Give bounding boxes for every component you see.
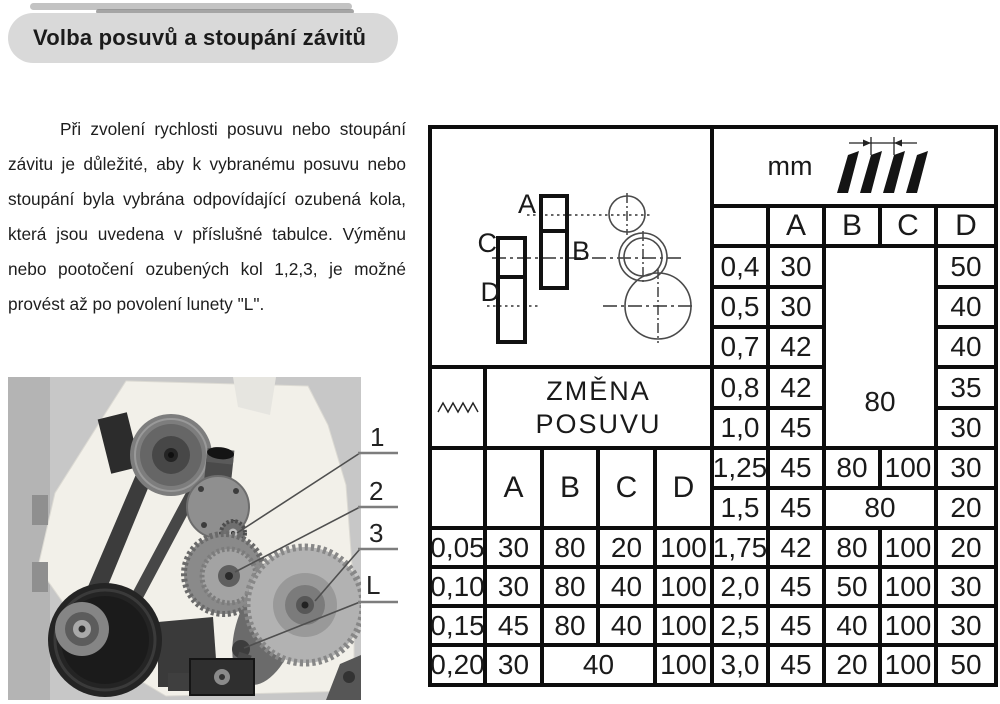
table-cell: 0,15: [432, 608, 483, 643]
callout-L: L: [366, 570, 381, 600]
table-cell-merged: 80: [826, 248, 934, 446]
table-cell: 30: [487, 530, 540, 565]
lever-slot-a: [541, 196, 567, 231]
table-cell: 0,05: [432, 530, 483, 565]
diagram-label-b: B: [572, 236, 591, 266]
table-cell: 80: [826, 530, 878, 565]
table-cell: 45: [770, 647, 822, 683]
table-cell: 20: [938, 490, 994, 526]
hinge: [32, 562, 48, 592]
table-cell: 0,8: [714, 369, 766, 406]
thread-pitch-header-cell: [714, 129, 994, 204]
right-header-blank: [714, 208, 766, 244]
table-cell: 30: [938, 569, 994, 604]
lever-slot-d: [498, 277, 525, 342]
left-header-a: A: [487, 450, 540, 526]
hinge: [32, 495, 48, 525]
table-cell: 1,25: [714, 450, 766, 486]
table-cell: 42: [770, 329, 822, 365]
table-cell: 20: [600, 530, 653, 565]
table-cell: 45: [487, 608, 540, 643]
table-cell: 30: [487, 647, 540, 683]
table-cell: 80: [544, 569, 596, 604]
table-cell: 40: [938, 289, 994, 325]
table-cell: 40: [938, 329, 994, 365]
callout-3: 3: [369, 518, 384, 548]
table-cell: 1,75: [714, 530, 766, 565]
table-cell: 0,5: [714, 289, 766, 325]
right-header-b: B: [826, 208, 878, 244]
table-cell: 2,5: [714, 608, 766, 643]
lever-slot-b: [541, 231, 567, 288]
left-header-c: C: [600, 450, 653, 526]
table-cell: 100: [882, 647, 934, 683]
table-cell: 42: [770, 530, 822, 565]
table-cell: 100: [657, 608, 710, 643]
callout-1: 1: [370, 422, 385, 452]
left-header-d: D: [657, 450, 710, 526]
intro-paragraph: Při zvolení rychlosti posuvu nebo stoupání závitu je důležité, aby k vybranému posuvu nebo stoupání byla vybrána odpovídající ozubená kola, která jsou uvedena v příslušné tabulce. Výměnu nebo pootočení ozubených kol 1,2,3, je možné provést až po povolení lunety "L".: [8, 119, 406, 314]
table-cell: 1,0: [714, 410, 766, 446]
gear-position-diagram-cell: [432, 129, 710, 365]
table-cell: 35: [938, 369, 994, 406]
table-cell: 30: [487, 569, 540, 604]
table-cell: 100: [657, 569, 710, 604]
table-cell: 42: [770, 369, 822, 406]
gear-position-diagram: [432, 129, 710, 365]
table-cell: 100: [657, 530, 710, 565]
left-header-b: B: [544, 450, 596, 526]
table-cell: 0,4: [714, 248, 766, 285]
table-cell: 45: [770, 410, 822, 446]
page-title-pill: [8, 13, 398, 63]
table-cell: 50: [938, 248, 994, 285]
table-cell: 0,7: [714, 329, 766, 365]
table-cell: 45: [770, 490, 822, 526]
right-header-a: A: [770, 208, 822, 244]
table-cell: 100: [657, 647, 710, 683]
feed-change-title-cell: [487, 369, 710, 446]
table-cell: 2,0: [714, 569, 766, 604]
table-cell: 45: [770, 450, 822, 486]
table-cell: 0,10: [432, 569, 483, 604]
mm-unit-label: mm: [767, 151, 813, 181]
gear-selection-table: [428, 125, 998, 687]
table-cell: 100: [882, 530, 934, 565]
left-header-blank: [432, 450, 483, 526]
table-cell: 100: [882, 450, 934, 486]
table-cell: 40: [826, 608, 878, 643]
table-cell: 30: [938, 450, 994, 486]
table-cell-merged: 80: [826, 490, 934, 526]
table-cell: 3,0: [714, 647, 766, 683]
table-cell: 30: [938, 608, 994, 643]
callout-2: 2: [369, 476, 384, 506]
table-cell: 50: [826, 569, 878, 604]
table-cell: 40: [600, 608, 653, 643]
page-title: Volba posuvů a stoupání závitů: [33, 25, 367, 50]
table-cell: 20: [826, 647, 878, 683]
table-cell: 100: [882, 569, 934, 604]
table-cell: 40: [600, 569, 653, 604]
diagram-label-d: D: [480, 277, 500, 307]
table-cell: 30: [938, 410, 994, 446]
diagram-label-c: C: [477, 228, 497, 258]
diagram-label-a: A: [517, 189, 536, 219]
feed-change-line1: ZMĚNA: [546, 375, 651, 406]
table-cell: 80: [826, 450, 878, 486]
table-cell: 45: [770, 569, 822, 604]
right-header-c: C: [882, 208, 934, 244]
table-cell: 80: [544, 608, 596, 643]
table-cell: 0,20: [432, 647, 483, 683]
right-header-d: D: [938, 208, 994, 244]
table-cell: 1,5: [714, 490, 766, 526]
feed-change-zigzag-icon: [437, 400, 479, 416]
table-cell: 80: [544, 530, 596, 565]
table-cell: 100: [882, 608, 934, 643]
table-cell: 30: [770, 248, 822, 285]
table-cell-merged: 40: [544, 647, 653, 683]
table-cell: 30: [770, 289, 822, 325]
table-cell: 50: [938, 647, 994, 683]
feed-change-line2: POSUVU: [535, 408, 662, 439]
thread-pitch-icon: [822, 135, 940, 199]
feed-symbol-cell: [432, 369, 483, 446]
table-cell: 45: [770, 608, 822, 643]
table-cell: 20: [938, 530, 994, 565]
